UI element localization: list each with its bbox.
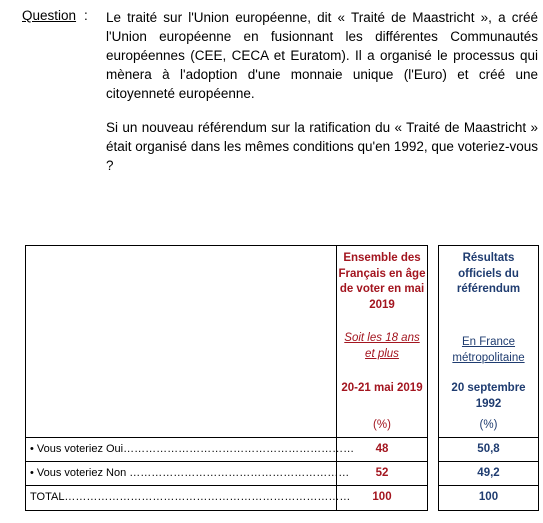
row-separator — [438, 485, 539, 486]
question-label: Question — [22, 8, 77, 23]
cell-oui-official: 50,8 — [477, 443, 500, 455]
survey-column-date: 20-21 mai 2019 — [341, 382, 423, 394]
row-separator — [438, 437, 539, 438]
row-separator — [25, 437, 428, 438]
question-prompt-paragraph: Si un nouveau référendum sur la ratification du « Traité de Maastricht » était organisé dans les mêmes conditions qu'en 1992, que voteriez-vous ? — [106, 120, 538, 173]
question-colon: : — [84, 8, 88, 23]
row-separator — [25, 461, 428, 462]
survey-column-scope: Soit les 18 ans et plus — [344, 332, 420, 360]
row-separator — [25, 485, 428, 486]
survey-column-unit: (%) — [373, 419, 391, 431]
official-column-date: 20 septembre 1992 — [451, 382, 526, 410]
survey-column-title: Ensemble des Français en âge de voter en mai 2019 — [338, 252, 426, 311]
cell-oui-survey: 48 — [375, 443, 389, 455]
official-column-scope: En France métropolitaine — [452, 336, 525, 364]
official-column-title: Résultats officiels du référendum — [456, 252, 521, 295]
question-context-paragraph: Le traité sur l'Union européenne, dit « Traité de Maastricht », a créé l'Union européenne en fusionnant les différentes Communautés européennes (CEE, CECA et Euratom). Il a organisé le processus qui mènera à l'adoption d'une monnaie unique (l'Euro) et créé une citoyenneté européenne. — [106, 10, 538, 101]
cell-non-survey: 52 — [375, 467, 389, 479]
row-label-non: • Vous voteriez Non …………………………………………………… — [30, 467, 350, 479]
row-label-oui: • Vous voteriez Oui……………………………………………………… — [30, 443, 355, 455]
row-separator — [438, 461, 539, 462]
cell-total-survey: 100 — [372, 491, 392, 503]
cell-non-official: 49,2 — [477, 467, 500, 479]
row-label-total: TOTAL…………………………………………………………………… — [30, 491, 351, 503]
official-column-unit: (%) — [479, 419, 498, 431]
cell-total-official: 100 — [478, 491, 499, 503]
